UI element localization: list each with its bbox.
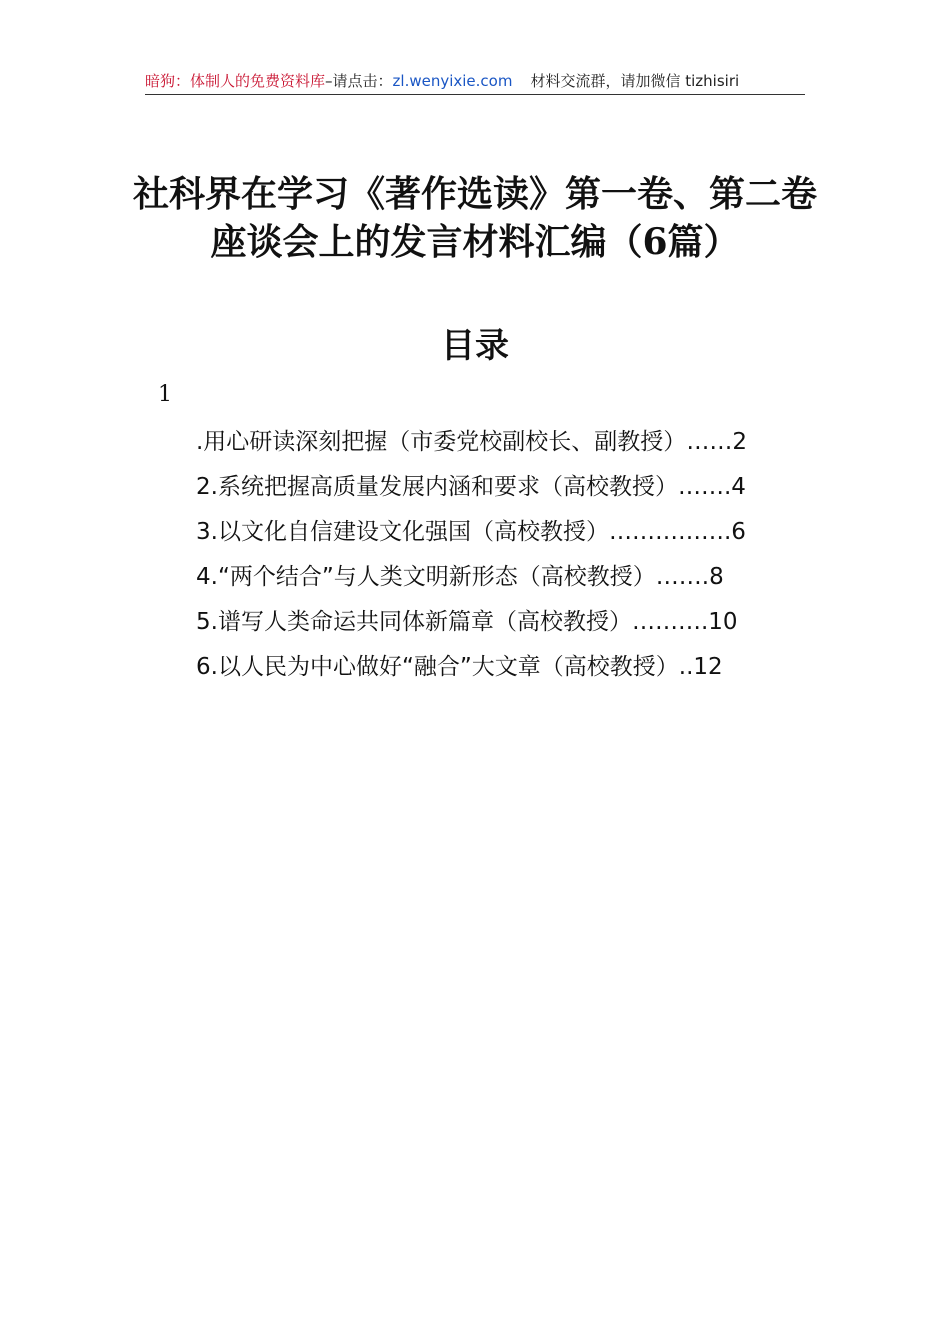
toc-entry-2[interactable] <box>196 465 808 510</box>
document-title: 社科界在学习《著作选读》第一卷、第二卷座谈会上的发言材料汇编（6篇） <box>132 173 817 263</box>
toc-leader-dots: ………. <box>631 609 709 635</box>
toc-entry-text: 2.系统把握高质量发展内涵和要求（高校教授） <box>196 474 678 500</box>
header-click-prefix: –请点击： <box>325 72 393 90</box>
header-divider <box>145 94 805 95</box>
toc-stray-number: 1 <box>158 382 172 407</box>
toc-entry-text: 3.以文化自信建设文化强国（高校教授） <box>196 519 609 545</box>
toc-page-number: 12 <box>693 654 723 680</box>
toc-leader-dots: ……………. <box>608 519 732 545</box>
toc-entry-5[interactable] <box>196 600 808 645</box>
toc-page-number: 8 <box>709 564 724 590</box>
page-header <box>145 68 805 94</box>
table-of-contents <box>196 420 808 690</box>
toc-page-number: 4 <box>731 474 746 500</box>
toc-leader-dots: .. <box>678 654 694 680</box>
toc-page-number: 6 <box>731 519 746 545</box>
header-contact: 材料交流群，请加微信 tizhisiri <box>530 72 740 90</box>
toc-entry-6[interactable] <box>196 645 808 690</box>
toc-entry-3[interactable] <box>196 510 808 555</box>
toc-heading: 目录 <box>441 326 509 366</box>
header-brand: 暗狗：体制人的免费资料库 <box>145 72 326 90</box>
toc-page-number: 10 <box>708 609 738 635</box>
toc-entry-text: 6.以人民为中心做好“融合”大文章（高校教授） <box>196 654 679 680</box>
toc-entry-text: 4.“两个结合”与人类文明新形态（高校教授） <box>196 564 656 590</box>
toc-entry-text: .用心研读深刻把握（市委党校副校长、副教授） <box>196 429 687 455</box>
toc-page-number: 2 <box>732 429 747 455</box>
toc-entry-text: 5.谱写人类命运共同体新篇章（高校教授） <box>196 609 632 635</box>
header-url-link[interactable]: zl.wenyixie.com <box>392 72 513 90</box>
toc-leader-dots: ……. <box>677 474 732 500</box>
toc-entry-4[interactable] <box>196 555 808 600</box>
toc-leader-dots: ……. <box>655 564 710 590</box>
toc-entry-1[interactable] <box>196 420 808 465</box>
toc-leader-dots: …… <box>686 429 733 455</box>
